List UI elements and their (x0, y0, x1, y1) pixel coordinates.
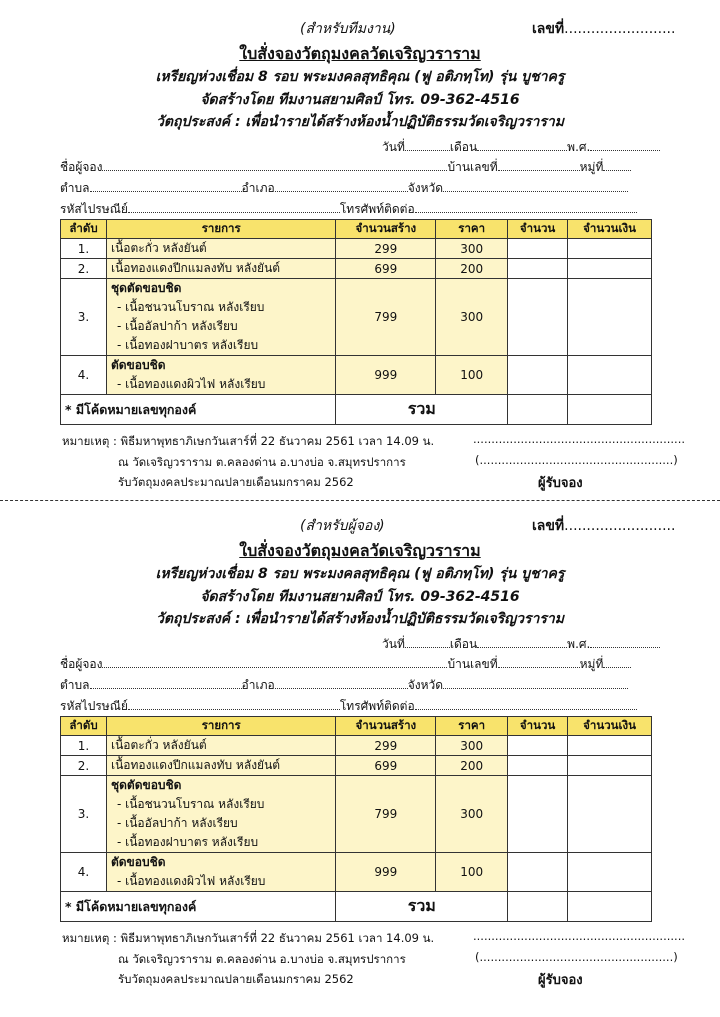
signature-name[interactable]: (.....................................................) (475, 950, 678, 964)
total-qty-cell[interactable] (508, 892, 568, 922)
header-qty: จำนวน (508, 220, 568, 239)
header-amount: จำนวนเงิน (568, 220, 652, 239)
form-subtitle: เหรียญห่วงเชื่อม 8 รอบ พระมงคลสุทธิคุณ (ฟู อติภทฺโท) รุ่น บูชาครู (155, 566, 565, 582)
qty-cell[interactable] (508, 736, 568, 756)
table-row: 2. เนื้อทองแดงปีกแมลงทับ หลังยันต์ 699 200 (61, 756, 652, 776)
amount-cell[interactable] (568, 356, 652, 395)
amount-cell[interactable] (568, 776, 652, 853)
order-form-customer (0, 515, 720, 1005)
form-purpose: วัตถุประสงค์ : เพื่อนำรายได้สร้างห้องน้ำปฏิบัติธรรมวัดเจริญวราราม (155, 114, 564, 130)
header-item: รายการ (106, 717, 335, 736)
signature-line[interactable]: .......................................................... (473, 432, 686, 446)
form-title: ใบสั่งจองวัตถุมงคลวัดเจริญวราราม (239, 44, 481, 63)
header-qty: จำนวน (508, 717, 568, 736)
order-form-staff (0, 18, 720, 508)
header-item: รายการ (106, 220, 335, 239)
note-line-2: ณ วัดเจริญวราราม ต.คลองด่าน อ.บางบ่อ จ.สมุทรปราการ (118, 455, 406, 469)
header-price: ราคา (436, 717, 508, 736)
qty-cell[interactable] (508, 853, 568, 892)
total-qty-cell[interactable] (508, 395, 568, 425)
note-line-2: ณ วัดเจริญวราราม ต.คลองด่าน อ.บางบ่อ จ.สมุทรปราการ (118, 952, 406, 966)
amount-cell[interactable] (568, 279, 652, 356)
doc-number: เลขที่......................... (532, 518, 676, 534)
amount-cell[interactable] (568, 736, 652, 756)
header-no: ลำดับ (61, 220, 107, 239)
amount-cell[interactable] (568, 756, 652, 776)
cut-line (0, 500, 720, 501)
name-field[interactable]: ชื่อผู้จอง บ้านเลขที่ หมู่ที่ (60, 655, 631, 674)
header-build-qty: จำนวนสร้าง (336, 717, 436, 736)
note-line-3: รับวัตถุมงคลประมาณปลายเดือนมกราคม 2562 (118, 972, 354, 986)
name-field[interactable]: ชื่อผู้จอง บ้านเลขที่ หมู่ที่ (60, 158, 631, 177)
qty-cell[interactable] (508, 356, 568, 395)
qty-cell[interactable] (508, 776, 568, 853)
doc-number: เลขที่......................... (532, 21, 676, 37)
amount-cell[interactable] (568, 259, 652, 279)
form-subtitle: เหรียญห่วงเชื่อม 8 รอบ พระมงคลสุทธิคุณ (ฟู อติภทฺโท) รุ่น บูชาครู (155, 69, 565, 85)
note-line-1: หมายเหตุ : พิธีมหาพุทธาภิเษกวันเสาร์ที่ 22 ธันวาคม 2561 เวลา 14.09 น. (62, 434, 435, 448)
receiver-label: ผู้รับจอง (538, 476, 583, 491)
header-build-qty: จำนวนสร้าง (336, 220, 436, 239)
table-row: 4. ตัดขอบชิด - เนื้อทองแดงผิวไฟ หลังเรียบ 999 100 (61, 853, 652, 892)
total-amount-cell[interactable] (568, 395, 652, 425)
address-field[interactable]: ตำบล อำเภอ จังหวัด (60, 179, 628, 198)
table-header-row (61, 220, 652, 239)
form-maker: จัดสร้างโดย ทีมงานสยามศิลป์ โทร. 09-362-4516 (200, 589, 520, 605)
table-total-row: * มีโค้ดหมายเลขทุกองค์ รวม (61, 395, 652, 425)
form-purpose: วัตถุประสงค์ : เพื่อนำรายได้สร้างห้องน้ำปฏิบัติธรรมวัดเจริญวราราม (155, 611, 564, 627)
qty-cell[interactable] (508, 756, 568, 776)
form-maker: จัดสร้างโดย ทีมงานสยามศิลป์ โทร. 09-362-4516 (200, 92, 520, 108)
header-no: ลำดับ (61, 717, 107, 736)
qty-cell[interactable] (508, 279, 568, 356)
note-line-3: รับวัตถุมงคลประมาณปลายเดือนมกราคม 2562 (118, 475, 354, 489)
signature-line[interactable]: .......................................................... (473, 929, 686, 943)
address-field[interactable]: ตำบล อำเภอ จังหวัด (60, 676, 628, 695)
table-total-row: * มีโค้ดหมายเลขทุกองค์ รวม (61, 892, 652, 922)
table-row: 1. เนื้อตะกั่ว หลังยันต์ 299 300 (61, 239, 652, 259)
header-price: ราคา (436, 220, 508, 239)
table-row: 3. ชุดตัดขอบชิด - เนื้อชนวนโบราณ หลังเรียบ - เนื้ออัลปาก้า หลังเรียบ - เนื้อทองฝาบาตร หลังเรียบ 799 300 (61, 776, 652, 853)
table-row: 4. ตัดขอบชิด - เนื้อทองแดงผิวไฟ หลังเรียบ 999 100 (61, 356, 652, 395)
qty-cell[interactable] (508, 259, 568, 279)
total-amount-cell[interactable] (568, 892, 652, 922)
receiver-label: ผู้รับจอง (538, 973, 583, 988)
copy-for-label: (สำหรับทีมงาน) (300, 21, 396, 37)
items-table (60, 219, 652, 425)
table-row: 2. เนื้อทองแดงปีกแมลงทับ หลังยันต์ 699 200 (61, 259, 652, 279)
note-line-1: หมายเหตุ : พิธีมหาพุทธาภิเษกวันเสาร์ที่ 22 ธันวาคม 2561 เวลา 14.09 น. (62, 931, 435, 945)
date-field[interactable]: วันที่ เดือน พ.ศ. (382, 635, 660, 654)
copy-for-label: (สำหรับผู้จอง) (300, 518, 385, 534)
items-table (60, 716, 652, 922)
table-row: 1. เนื้อตะกั่ว หลังยันต์ 299 300 (61, 736, 652, 756)
form-title: ใบสั่งจองวัตถุมงคลวัดเจริญวราราม (239, 541, 481, 560)
qty-cell[interactable] (508, 239, 568, 259)
contact-field[interactable]: รหัสไปรษณีย์ โทรศัพท์ติดต่อ (60, 697, 637, 716)
amount-cell[interactable] (568, 853, 652, 892)
date-field[interactable]: วันที่ เดือน พ.ศ. (382, 138, 660, 157)
signature-name[interactable]: (.....................................................) (475, 453, 678, 467)
table-header-row (61, 717, 652, 736)
amount-cell[interactable] (568, 239, 652, 259)
contact-field[interactable]: รหัสไปรษณีย์ โทรศัพท์ติดต่อ (60, 200, 637, 219)
table-row: 3. ชุดตัดขอบชิด - เนื้อชนวนโบราณ หลังเรียบ - เนื้ออัลปาก้า หลังเรียบ - เนื้อทองฝาบาตร หลังเรียบ 799 300 (61, 279, 652, 356)
header-amount: จำนวนเงิน (568, 717, 652, 736)
